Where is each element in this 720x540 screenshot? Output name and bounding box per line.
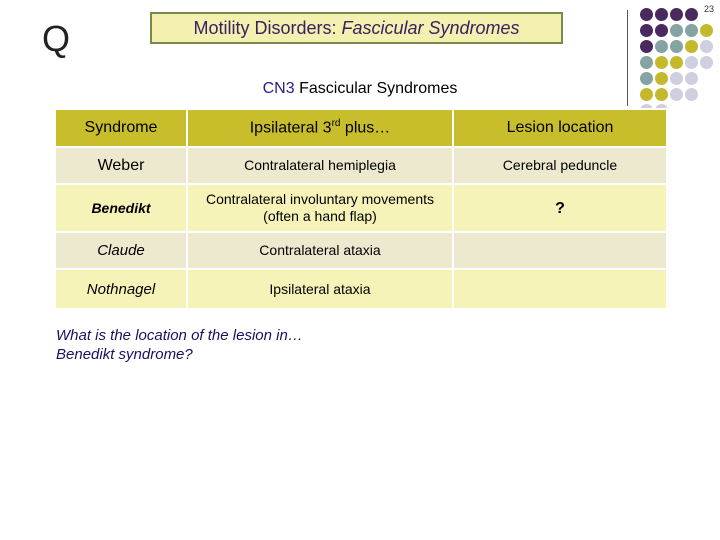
decorative-dot [640,8,653,21]
row-syndrome: Benedikt [55,184,187,232]
header-ipsilateral-prefix: Ipsilateral 3 [249,119,332,137]
table-header-row [55,109,667,147]
decorative-dot [685,56,698,69]
row-lesion [453,232,667,269]
decorative-dot [670,8,683,21]
subtitle-cn: CN3 [262,80,295,97]
row-syndrome: Nothnagel [55,269,187,309]
header-lesion: Lesion location [453,109,667,147]
decorative-dot [700,104,713,117]
decorative-dot [670,104,683,117]
table-row [55,147,667,184]
table-row [55,269,667,309]
decorative-dot [655,40,668,53]
table-row [55,232,667,269]
syndrome-table [54,108,668,310]
row-syndrome: Claude [55,232,187,269]
decorative-dot [655,56,668,69]
row-syndrome: Weber [55,147,187,184]
question-line-2: Benedikt syndrome? [56,346,193,363]
row-lesion: ? [453,184,667,232]
decorative-dot [670,56,683,69]
decorative-dot [685,40,698,53]
row-lesion [453,269,667,309]
decorative-dot [685,104,698,117]
decorative-dot [670,24,683,37]
decorative-dot [655,24,668,37]
header-syndrome: Syndrome [55,109,187,147]
question-text [56,326,303,364]
decorative-dot [685,24,698,37]
header-ipsilateral-suffix: plus… [340,119,391,137]
decorative-dot [640,40,653,53]
header-ipsilateral [187,109,453,147]
question-line-1: What is the location of the lesion in… [56,327,303,344]
title-italic: Fascicular Syndromes [341,17,520,38]
title-main: Motility Disorders: [193,17,337,38]
header-ipsilateral-sup: rd [331,118,341,130]
row-lesion: Cerebral peduncle [453,147,667,184]
row-plus: Ipsilateral ataxia [187,269,453,309]
decorative-dot [640,56,653,69]
row-plus: Contralateral hemiplegia [187,147,453,184]
decorative-dot [685,8,698,21]
decorative-dot-grid [640,8,714,119]
decorative-dot [700,40,713,53]
table-row [55,184,667,232]
decorative-dot [655,8,668,21]
decorative-dot [700,56,713,69]
decorative-dot [640,24,653,37]
table-subtitle [0,80,720,98]
slide-number: 23 [703,4,714,14]
decorative-dot [670,40,683,53]
decorative-dot [700,24,713,37]
row-plus: Contralateral involuntary movements (often a hand flap) [187,184,453,232]
row-plus: Contralateral ataxia [187,232,453,269]
slide-title [150,12,563,44]
decorative-dot [700,8,713,21]
subtitle-rest: Fascicular Syndromes [299,80,458,97]
question-marker: Q [42,18,71,59]
